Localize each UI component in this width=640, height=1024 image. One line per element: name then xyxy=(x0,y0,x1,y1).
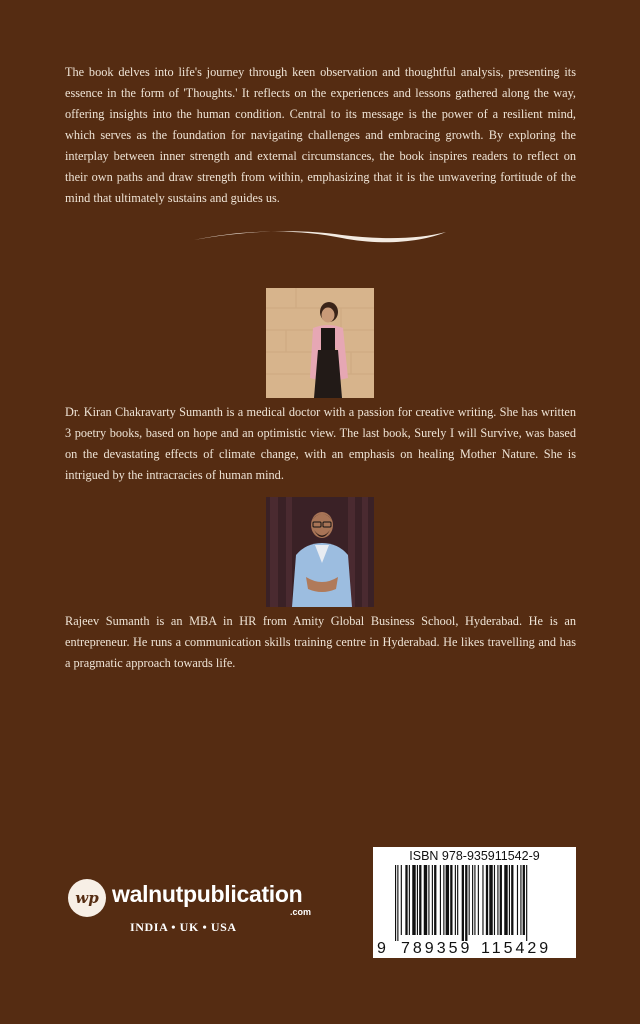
isbn-barcode xyxy=(373,847,576,958)
barcode-bar xyxy=(397,865,398,941)
author-bio-rajeev: Rajeev Sumanth is an MBA in HR from Amity Global Business School, Hyderabad. He is an entrepreneur. He runs a communication skills training centre in Hyderabad. He likes travelling and has a pragmatic approach towards life. xyxy=(65,614,576,670)
barcode-bar xyxy=(511,865,513,935)
barcode-bar xyxy=(457,865,458,935)
barcode-bar xyxy=(500,865,502,935)
publisher-name: walnutpublication xyxy=(112,881,303,907)
barcode-lead-digit: 9 xyxy=(377,940,386,957)
barcode-bar xyxy=(409,865,410,935)
barcode-bar xyxy=(526,865,527,941)
barcode-bar xyxy=(424,865,427,935)
barcode-bar xyxy=(450,865,452,935)
barcode-bar xyxy=(494,865,495,935)
barcode-bars xyxy=(373,847,576,958)
barcode-bar xyxy=(428,865,429,935)
publisher-domain-suffix: .com xyxy=(290,907,312,917)
barcode-bar xyxy=(523,865,525,935)
barcode-bar xyxy=(405,865,407,935)
publisher-regions: INDIA • UK • USA xyxy=(130,920,237,934)
barcode-bar xyxy=(417,865,418,935)
barcode-bar xyxy=(446,865,449,935)
barcode-bar xyxy=(489,865,492,935)
book-blurb: The book delves into life's journey through keen observation and thoughtful analysis, presenting its essence in the form of 'Thoughts.' It reflects on the experiences and lessons gathered along the way, offering insights into the human condition. Central to its message is the power of a resilient mind, which serves as the foundation for navigating challenges and embracing growth. By exploring the interplay between inner strength and external circumstances, the book inspires readers to reflect on their own paths and draw strength from within, emphasizing that it is the unwavering fortitude of the mind that ultimately sustains and guides us. xyxy=(65,65,576,205)
author-photo-kiran xyxy=(266,288,374,398)
barcode-bar xyxy=(497,865,498,935)
barcode-right-digits: 115429 xyxy=(481,940,552,957)
barcode-bar xyxy=(401,865,402,935)
barcode-bar xyxy=(419,865,421,935)
author-bio-kiran: Dr. Kiran Chakravarty Sumanth is a medical doctor with a passion for creative writing. She has written 3 poetry books, based on hope and an optimistic view. The last book, Surely I will Survive, was based on the devastating effects of climate change, with an emphasis on healing Mother Nature. She is intrigued by the intracracies of human mind. xyxy=(65,405,576,482)
barcode-bar xyxy=(469,865,470,935)
barcode-bar xyxy=(486,865,488,935)
decorative-divider xyxy=(192,226,448,248)
barcode-bar xyxy=(455,865,456,935)
barcode-bar xyxy=(462,865,464,941)
barcode-bar xyxy=(520,865,521,935)
barcode-bar xyxy=(504,865,507,935)
barcode-bar xyxy=(440,865,441,935)
barcode-bar xyxy=(478,865,479,935)
barcode-bar xyxy=(474,865,475,935)
barcode-bar xyxy=(443,865,444,935)
barcode-bar xyxy=(509,865,510,935)
barcode-bar xyxy=(434,865,436,935)
isbn-label: ISBN 978-935911542-9 xyxy=(409,849,540,863)
barcode-bar xyxy=(517,865,518,935)
author-photo-rajeev xyxy=(266,497,374,607)
barcode-left-digits: 789359 xyxy=(401,940,473,957)
publisher-mark-icon: wp xyxy=(68,879,106,917)
barcode-bar xyxy=(472,865,473,935)
barcode-bar xyxy=(482,865,483,935)
barcode-bar xyxy=(432,865,433,935)
barcode-bar xyxy=(395,865,396,941)
barcode-bar xyxy=(412,865,415,935)
barcode-bar xyxy=(465,865,467,941)
